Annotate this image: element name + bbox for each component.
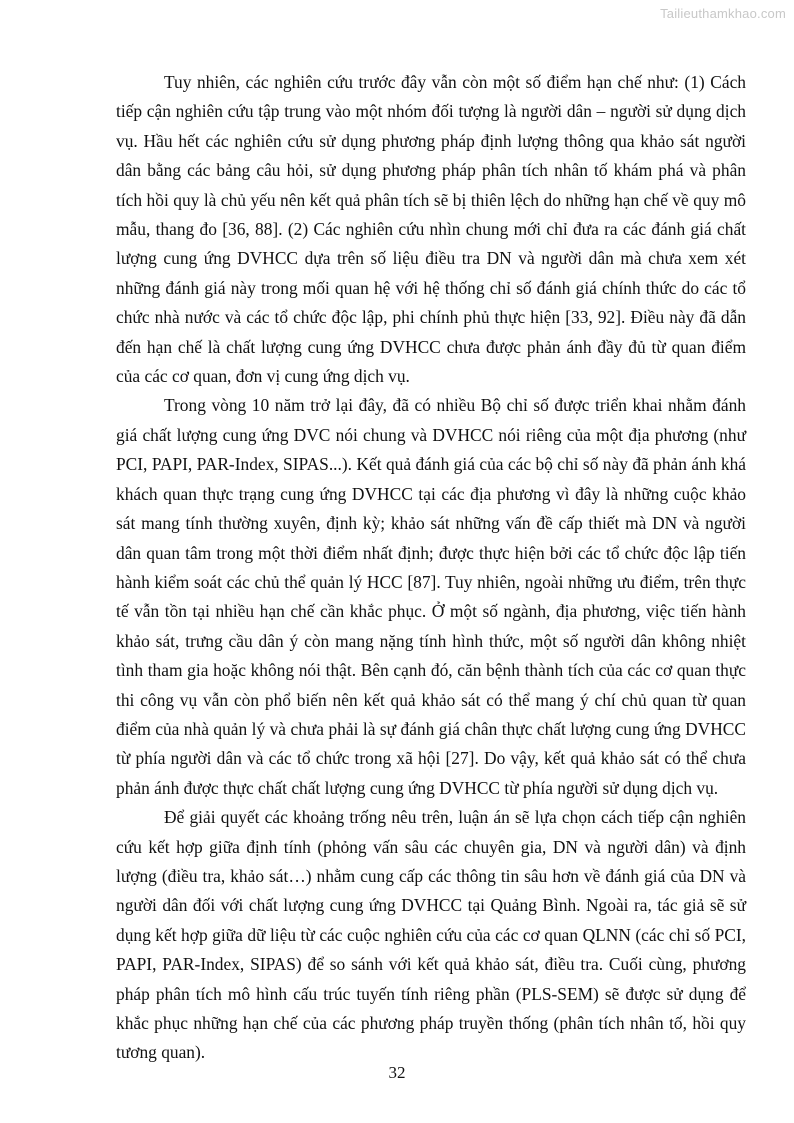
page-number: 32 [388,1063,406,1082]
paragraph: Để giải quyết các khoảng trống nêu trên, luận án sẽ lựa chọn cách tiếp cận nghiên cứu kết hợp giữa định tính (phỏng vấn sâu các chuyên gia, DN và người dân) và định lượng (điều tra, khảo sát…) nhằm cung cấp các thông tin sâu hơn về đánh giá của DN và người dân đối với chất lượng cung ứng DVHCC tại Quảng Bình. Ngoài ra, tác giả sẽ sử dụng kết hợp giữa dữ liệu từ các cuộc nghiên cứu của các cơ quan QLNN (các chỉ số PCI, PAPI, PAR-Index, SIPAS) để so sánh với kết quả khảo sát, điều tra. Cuối cùng, phương pháp phân tích mô hình cấu trúc tuyến tính riêng phần (PLS-SEM) sẽ được sử dụng để khắc phục những hạn chế của các phương pháp truyền thống (phân tích nhân tố, hồi quy tương quan). [116,807,746,1063]
document-body [116,68,746,1068]
paragraph: Trong vòng 10 năm trở lại đây, đã có nhiều Bộ chỉ số được triển khai nhằm đánh giá chất lượng cung ứng DVC nói chung và DVHCC nói riêng của một địa phương (như PCI, PAPI, PAR-Index, SIPAS...). Kết quả đánh giá của các bộ chỉ số này đã phản ánh khá khách quan thực trạng cung ứng DVHCC tại các địa phương vì đây là những cuộc khảo sát mang tính thường xuyên, định kỳ; khảo sát những vấn đề cấp thiết mà DN và người dân quan tâm trong một thời điểm nhất định; được thực hiện bởi các tổ chức độc lập tiến hành kiểm soát các chủ thể quản lý HCC [87]. Tuy nhiên, ngoài những ưu điểm, trên thực tế vẫn tồn tại nhiều hạn chế cần khắc phục. Ở một số ngành, địa phương, việc tiến hành khảo sát, trưng cầu dân ý còn mang nặng tính hình thức, một số người dân không nhiệt tình tham gia hoặc không nói thật. Bên cạnh đó, căn bệnh thành tích của các cơ quan thực thi công vụ vẫn còn phổ biến nên kết quả khảo sát có thể mang ý chí chủ quan từ quan điểm của nhà quản lý và chưa phải là sự đánh giá chân thực chất lượng cung ứng DVHCC từ phía người dân và các tổ chức trong xã hội [27]. Do vậy, kết quả khảo sát có thể chưa phản ánh được thực chất chất lượng cung ứng DVHCC từ phía người sử dụng dịch vụ. [116,395,746,798]
watermark: Tailieuthamkhao.com [660,6,786,21]
paragraph: Tuy nhiên, các nghiên cứu trước đây vẫn còn một số điểm hạn chế như: (1) Cách tiếp cận nghiên cứu tập trung vào một nhóm đối tượng là người dân – người sử dụng dịch vụ. Hầu hết các nghiên cứu sử dụng phương pháp định lượng thông qua khảo sát người dân bằng các bảng câu hỏi, sử dụng phương pháp phân tích nhân tố khám phá và phân tích hồi quy là chủ yếu nên kết quả phân tích sẽ bị thiên lệch do những hạn chế về quy mô mẫu, thang đo [36, 88]. (2) Các nghiên cứu nhìn chung mới chỉ đưa ra các đánh giá chất lượng cung ứng DVHCC dựa trên số liệu điều tra DN và người dân mà chưa xem xét những đánh giá này trong mối quan hệ với hệ thống chỉ số đánh giá chính thức do các tổ chức nhà nước và các tổ chức độc lập, phi chính phủ thực hiện [33, 92]. Điều này đã dẫn đến hạn chế là chất lượng cung ứng DVHCC chưa được phản ánh đầy đủ từ quan điểm của các cơ quan, đơn vị cung ứng dịch vụ. [116,72,746,387]
